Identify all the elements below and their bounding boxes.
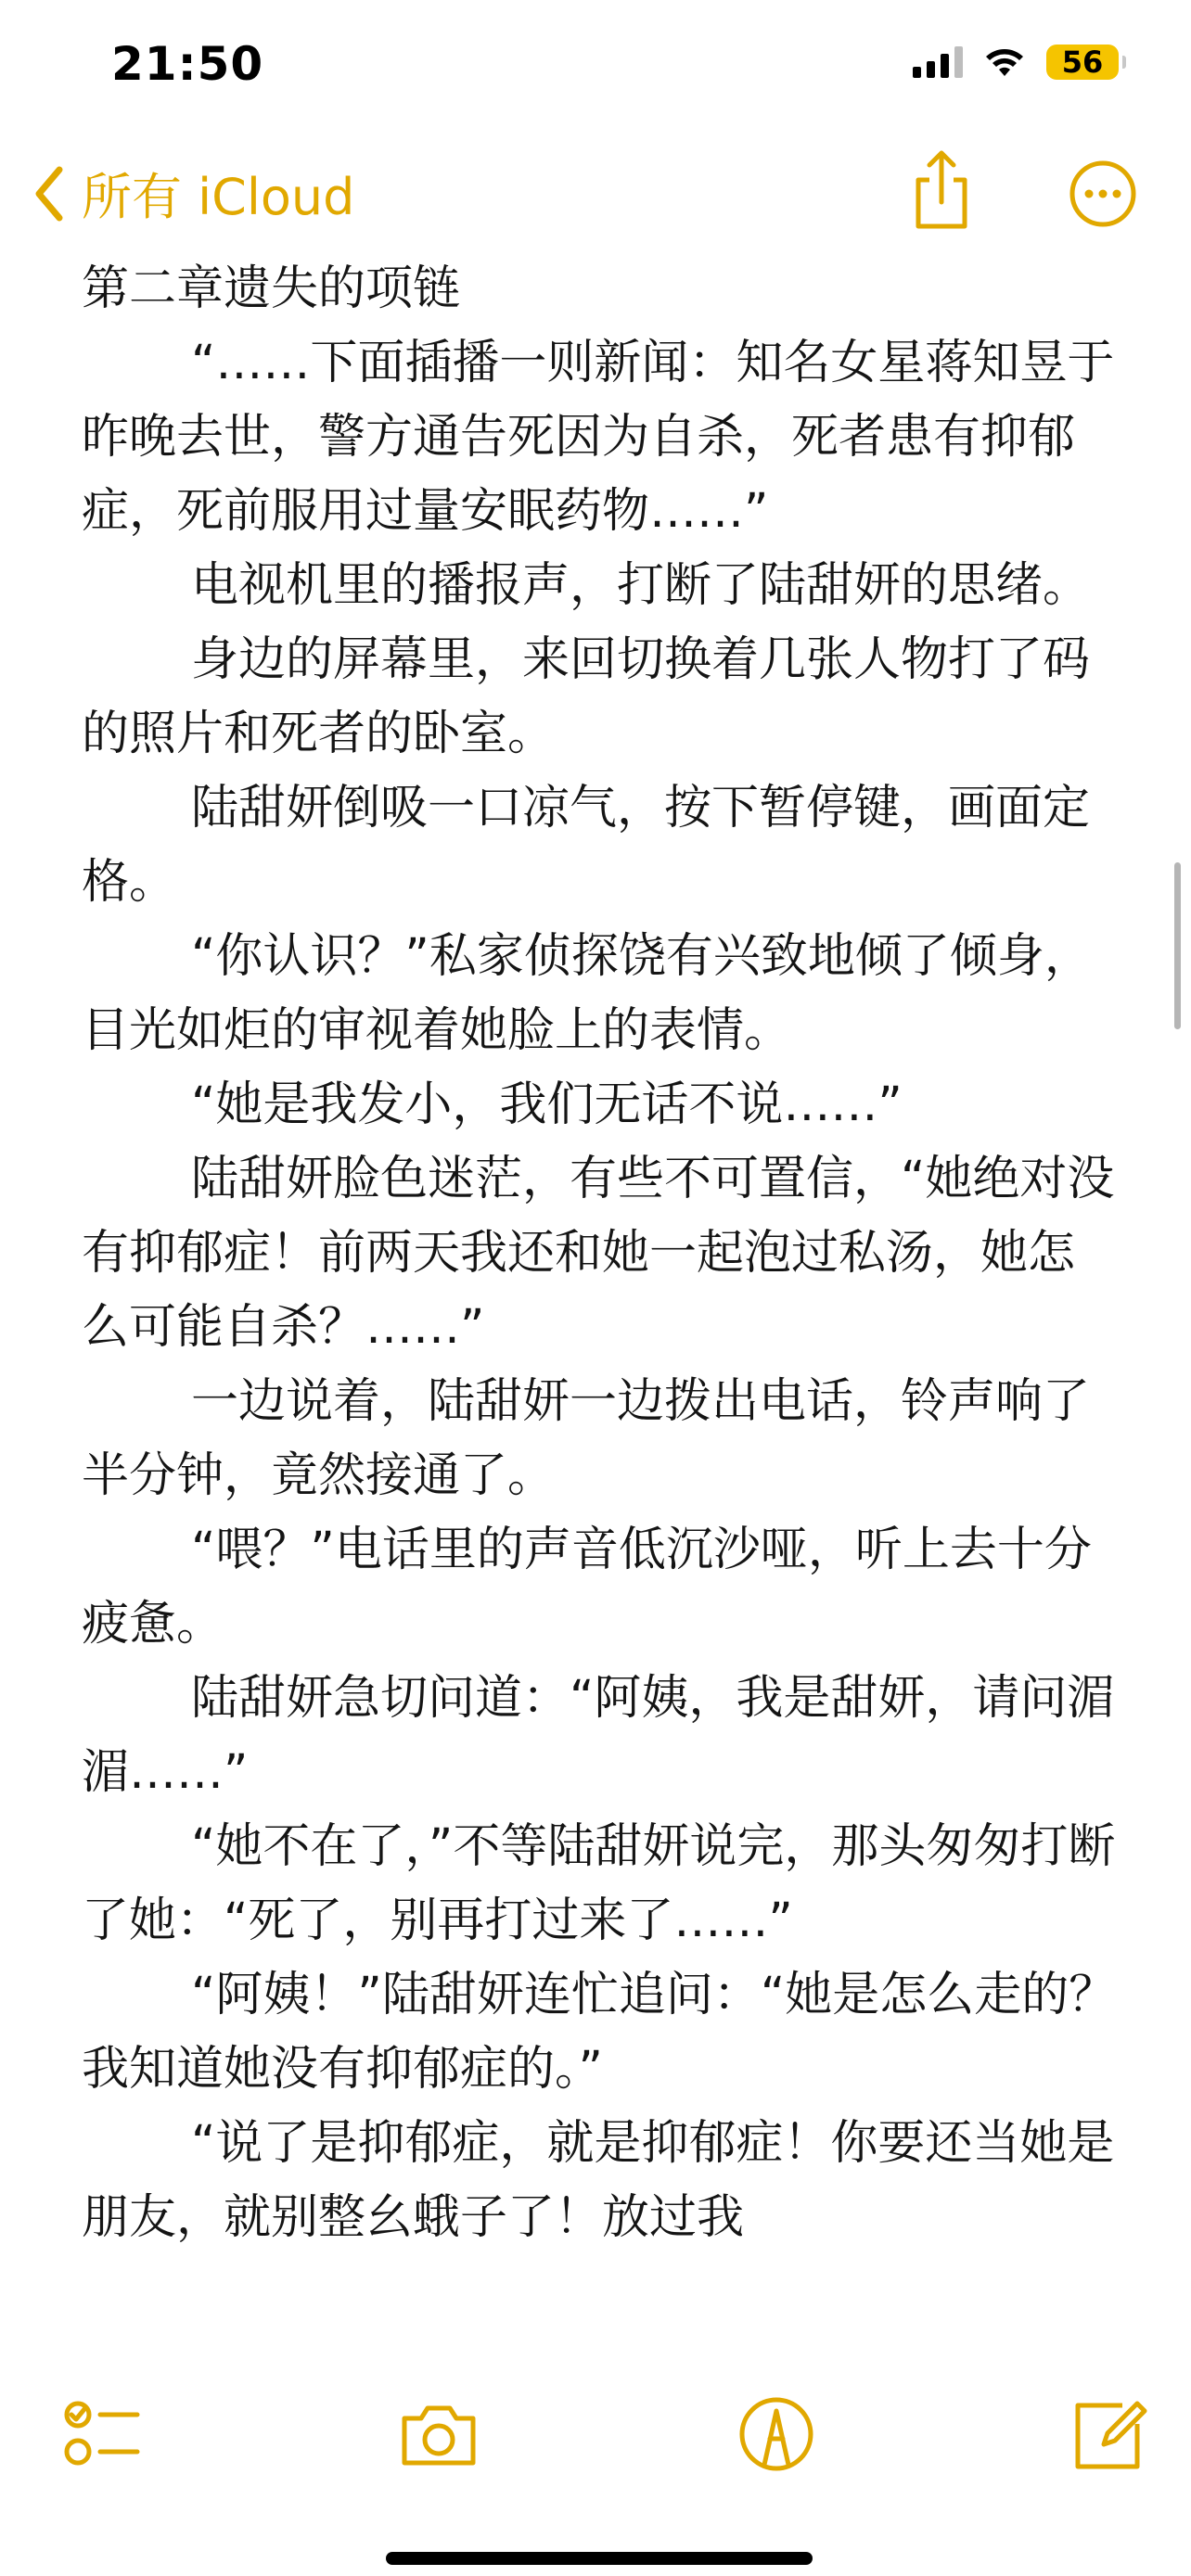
- note-paragraph: “喂？”电话里的声音低沉沙哑，听上去十分疲惫。: [82, 1523, 1092, 1651]
- share-icon[interactable]: [909, 148, 974, 232]
- wifi-icon: [983, 46, 1026, 78]
- status-time: 21:50: [111, 37, 264, 91]
- note-paragraph: 一边说着，陆甜妍一边拨出电话，铃声响了半分钟，竟然接通了。: [82, 1374, 1091, 1503]
- note-paragraph: 电视机里的播报声，打断了陆甜妍的思绪。: [191, 558, 1091, 613]
- note-paragraph: “她是我发小，我们无话不说……”: [191, 1078, 903, 1132]
- back-button[interactable]: [33, 158, 354, 229]
- camera-icon[interactable]: [397, 2392, 480, 2476]
- note-paragraph: “你认识？”私家侦探饶有兴致地倾了倾身，目光如炬的审视着她脸上的表情。: [82, 929, 1092, 1058]
- status-bar: [0, 0, 1191, 139]
- note-paragraph: “……下面插播一则新闻：知名女星蒋知昱于昨晚去世，警方通告死因为自杀，死者患有抑郁症，死前服用过量安眠药物……”: [82, 336, 1115, 539]
- chevron-left-icon: [33, 166, 65, 222]
- note-title: 第二章遗失的项链: [82, 261, 461, 316]
- more-icon[interactable]: [1069, 159, 1137, 228]
- markup-pen-icon[interactable]: [735, 2392, 818, 2476]
- status-icons: [913, 45, 1119, 80]
- battery-indicator: 56: [1046, 45, 1119, 80]
- navigation-bar: [0, 148, 1191, 241]
- home-indicator[interactable]: [386, 2552, 813, 2565]
- back-button-label: 所有 iCloud: [82, 168, 355, 226]
- note-paragraph: “她不在了，”不等陆甜妍说完，那头匆匆打断了她：“死了，别再打过来了……”: [82, 1819, 1116, 1948]
- note-body[interactable]: [82, 252, 1121, 2255]
- note-paragraph: 陆甜妍倒吸一口凉气，按下暂停键，画面定格。: [82, 781, 1091, 910]
- note-paragraph: 陆甜妍急切问道：“阿姨，我是甜妍，请问湄湄……”: [82, 1671, 1115, 1800]
- note-paragraph: 陆甜妍脸色迷茫，有些不可置信，“她绝对没有抑郁症！前两天我还和她一起泡过私汤，她怎么可能自杀？……”: [82, 1152, 1115, 1355]
- cellular-signal-icon: [913, 46, 963, 78]
- note-paragraph: 身边的屏幕里，来回切换着几张人物打了码的照片和死者的卧室。: [82, 632, 1091, 761]
- note-paragraph: “阿姨！”陆甜妍连忙追问：“她是怎么走的？我知道她没有抑郁症的。”: [82, 1968, 1117, 2097]
- bottom-toolbar: [0, 2355, 1191, 2576]
- scroll-indicator[interactable]: [1174, 862, 1181, 1029]
- checklist-icon[interactable]: [59, 2392, 143, 2476]
- compose-icon[interactable]: [1067, 2392, 1150, 2476]
- note-paragraph: “说了是抑郁症，就是抑郁症！你要还当她是朋友，就别整幺蛾子了！放过我: [82, 2116, 1115, 2245]
